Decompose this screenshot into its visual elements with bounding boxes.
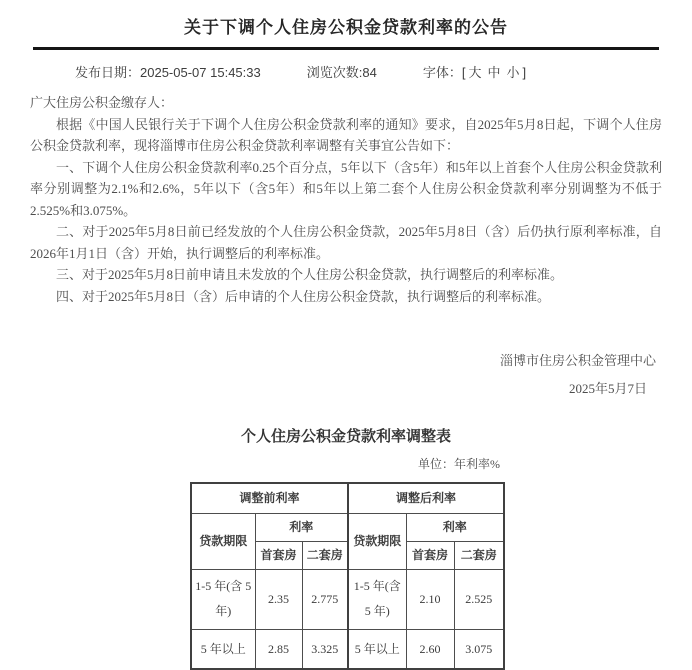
signature-date: 2025年5月7日 bbox=[568, 381, 647, 396]
cell-rate-after-first: 2.60 bbox=[406, 629, 454, 669]
header-second-home-after: 二套房 bbox=[454, 541, 504, 569]
table-header-row-groups bbox=[191, 483, 504, 513]
header-rate-after: 利率 bbox=[406, 513, 504, 541]
font-size-label: 字体：[ bbox=[422, 65, 466, 80]
page-title: 关于下调个人住房公积金贷款利率的公告 bbox=[184, 18, 508, 37]
table-header-row-rate bbox=[191, 513, 504, 541]
cell-rate-after-second: 3.075 bbox=[454, 629, 504, 669]
view-count bbox=[307, 62, 377, 81]
paragraph-intro: 根据《中国人民银行关于下调个人住房公积金贷款利率的通知》要求，自2025年5月8日起，下调个人住房公积金贷款利率，现将淄博市住房公积金贷款利率调整有关事宜公告如下： bbox=[30, 116, 662, 153]
font-size-large-button[interactable]: 大 bbox=[468, 65, 482, 80]
table-row-over-5-years bbox=[191, 629, 504, 669]
publish-date-label: 发布日期： bbox=[75, 65, 141, 80]
header-rate-before: 利率 bbox=[255, 513, 348, 541]
announcement-body bbox=[30, 92, 662, 307]
cell-term-before: 5 年以上 bbox=[191, 629, 255, 669]
paragraph-item-3: 三、对于2025年5月8日前申请且未发放的个人住房公积金贷款，执行调整后的利率标准。 bbox=[56, 267, 564, 282]
header-loan-term-after: 贷款期限 bbox=[348, 513, 406, 569]
publish-date bbox=[75, 62, 261, 81]
paragraph-item-4: 四、对于2025年5月8日（含）后申请的个人住房公积金贷款，执行调整后的利率标准。 bbox=[56, 288, 551, 304]
view-count-value: 84 bbox=[362, 65, 377, 80]
view-count-label: 浏览次数: bbox=[306, 65, 363, 80]
rate-table bbox=[190, 482, 505, 670]
cell-rate-before-first: 2.35 bbox=[255, 569, 302, 629]
salutation: 广大住房公积金缴存人： bbox=[30, 95, 174, 110]
paragraph-item-1: 一、下调个人住房公积金贷款利率0.25个百分点，5年以下（含5年）和5年以上首套个人住房公积金贷款利率分别调整为2.1%和2.6%，5年以下（含5年）和5年以上第二套个人住房公积金贷款利率分别调整为不低于2.525%和3.075%。 bbox=[30, 159, 662, 218]
cell-term-after: 5 年以上 bbox=[348, 629, 406, 669]
rate-table-unit: 单位：年利率% bbox=[418, 457, 500, 471]
table-row-1-5-years bbox=[191, 569, 504, 629]
header-first-home-after: 首套房 bbox=[406, 541, 454, 569]
header-after-rates: 调整后利率 bbox=[348, 483, 504, 513]
title-divider bbox=[33, 47, 659, 50]
font-size-bracket-close: ] bbox=[522, 65, 527, 80]
cell-rate-before-second: 3.325 bbox=[302, 629, 348, 669]
cell-rate-after-second: 2.525 bbox=[454, 569, 504, 629]
header-loan-term-before: 贷款期限 bbox=[191, 513, 255, 569]
cell-rate-before-first: 2.85 bbox=[255, 629, 302, 669]
cell-term-before: 1-5 年(含 5 年) bbox=[191, 569, 255, 629]
signature-block bbox=[0, 347, 692, 403]
header-first-home-before: 首套房 bbox=[255, 541, 302, 569]
cell-rate-after-first: 2.10 bbox=[406, 569, 454, 629]
header-second-home-before: 二套房 bbox=[302, 541, 348, 569]
meta-bar bbox=[0, 62, 692, 81]
font-size-small-button[interactable]: 小 bbox=[506, 65, 520, 80]
signature-org: 淄博市住房公积金管理中心 bbox=[499, 353, 656, 368]
font-size-medium-button[interactable]: 中 bbox=[487, 65, 501, 80]
cell-rate-before-second: 2.775 bbox=[302, 569, 348, 629]
publish-date-value: 2025-05-07 15:45:33 bbox=[140, 65, 261, 80]
cell-term-after: 1-5 年(含 5 年) bbox=[348, 569, 406, 629]
paragraph-item-2: 二、对于2025年5月8日前已经发放的个人住房公积金贷款，2025年5月8日（含）后仍执行原利率标准，自2026年1月1日（含）开始，执行调整后的利率标准。 bbox=[30, 224, 662, 261]
rate-table-title: 个人住房公积金贷款利率调整表 bbox=[240, 429, 451, 445]
font-size-switcher bbox=[423, 62, 526, 81]
header-before-rates: 调整前利率 bbox=[191, 483, 348, 513]
